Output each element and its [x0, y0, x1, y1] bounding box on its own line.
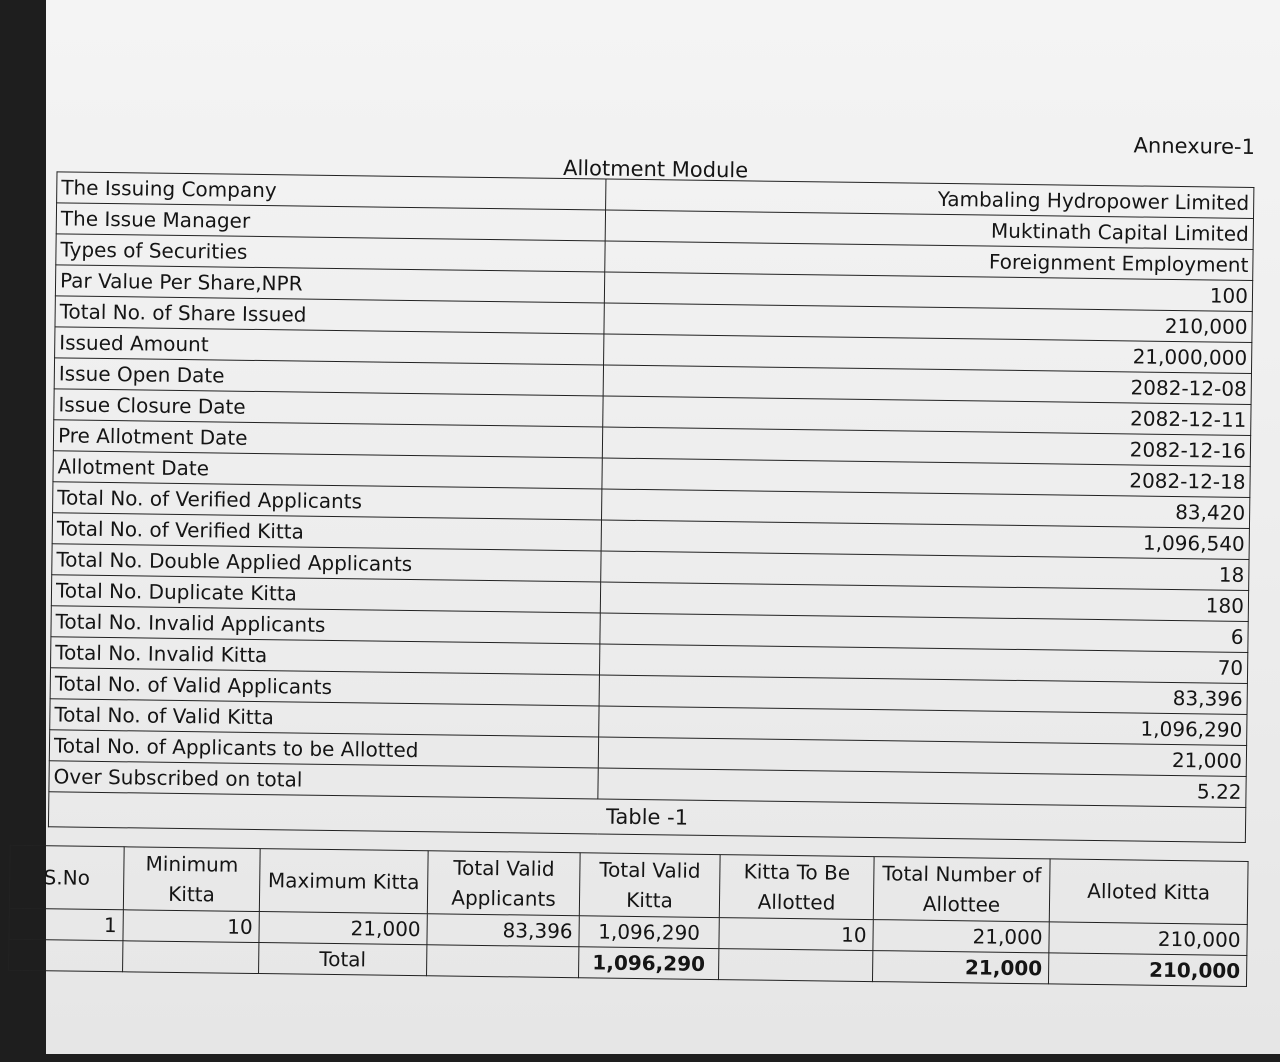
info-value: 2082-12-11 — [603, 396, 1251, 435]
column-header-total-valid-kitta: Total Valid Kitta — [579, 853, 720, 918]
info-value: 83,396 — [599, 675, 1247, 714]
cell-minimum-kitta: 10 — [123, 910, 259, 943]
info-label: Over Subscribed on total — [49, 761, 598, 799]
column-header-maximum-kitta: Maximum Kitta — [259, 849, 428, 914]
info-label: Issue Open Date — [54, 358, 603, 396]
info-label: Total No. of Verified Kitta — [52, 513, 601, 551]
info-value: 2082-12-16 — [602, 427, 1250, 466]
column-header-total-allottee: Total Number of Allottee — [873, 857, 1050, 922]
info-value: Muktinath Capital Limited — [605, 210, 1253, 249]
cell-empty — [718, 949, 872, 982]
cell-total-valid-kitta: 1,096,290 — [579, 916, 719, 949]
column-header-sno: S.No — [9, 845, 124, 909]
info-label: Total No. of Applicants to be Allotted — [49, 730, 598, 768]
cell-empty — [9, 939, 123, 971]
cell-empty — [427, 945, 579, 978]
total-label: Total — [259, 943, 427, 976]
info-value: 21,000,000 — [604, 334, 1252, 373]
total-allottee: 21,000 — [872, 951, 1048, 984]
info-value: 100 — [604, 272, 1252, 311]
info-value: 2082-12-18 — [602, 458, 1250, 497]
info-value: Yambaling Hydropower Limited — [606, 179, 1254, 218]
info-label: Total No. of Share Issued — [55, 296, 604, 334]
info-value: 83,420 — [601, 489, 1249, 528]
info-label: Total No. Duplicate Kitta — [51, 575, 600, 613]
column-header-kitta-to-be-allotted: Kitta To Be Allotted — [719, 855, 874, 920]
info-value: 180 — [600, 582, 1248, 621]
info-label: Total No. Invalid Kitta — [51, 637, 600, 675]
info-label: The Issue Manager — [56, 203, 605, 241]
info-label: Total No. of Valid Kitta — [50, 699, 599, 737]
info-value: 6 — [600, 613, 1248, 652]
allotment-table — [8, 845, 1249, 987]
info-label: Total No. Double Applied Applicants — [52, 544, 601, 582]
issue-info-table — [48, 171, 1254, 843]
info-value: 1,096,290 — [599, 706, 1247, 745]
column-header-total-valid-applicants: Total Valid Applicants — [427, 851, 580, 916]
cell-maximum-kitta: 21,000 — [259, 912, 427, 945]
info-label: Issued Amount — [55, 327, 604, 365]
info-label: Par Value Per Share,NPR — [55, 265, 604, 303]
info-label: Total No. of Valid Applicants — [50, 668, 599, 706]
column-header-minimum-kitta: Minimum Kitta — [123, 847, 260, 912]
info-label: Total No. Invalid Applicants — [51, 606, 600, 644]
table-caption: Table -1 — [48, 792, 1245, 843]
column-header-alloted-kitta: Alloted Kitta — [1049, 859, 1248, 925]
info-label: The Issuing Company — [57, 172, 606, 210]
info-value: 5.22 — [598, 768, 1246, 807]
total-valid-kitta: 1,096,290 — [579, 947, 719, 980]
info-value: Foreignment Employment — [605, 241, 1253, 280]
cell-empty — [123, 941, 259, 974]
cell-total-valid-applicants: 83,396 — [427, 914, 579, 947]
cell-alloted-kitta: 210,000 — [1049, 922, 1247, 956]
cell-kitta-to-be-allotted: 10 — [719, 918, 873, 951]
info-value: 2082-12-08 — [603, 365, 1251, 404]
cell-total-allottee: 21,000 — [873, 920, 1049, 953]
info-label: Issue Closure Date — [54, 389, 603, 427]
info-label: Pre Allotment Date — [53, 420, 602, 458]
info-value: 1,096,540 — [601, 520, 1249, 559]
info-value: 210,000 — [604, 303, 1252, 342]
info-label: Types of Securities — [56, 234, 605, 272]
cell-sno: 1 — [9, 908, 123, 940]
info-label: Total No. of Verified Applicants — [53, 482, 602, 520]
info-value: 18 — [601, 551, 1249, 590]
annexure-label: Annexure-1 — [1133, 133, 1256, 160]
info-label: Allotment Date — [53, 451, 602, 489]
total-alloted-kitta: 210,000 — [1048, 953, 1246, 987]
info-value: 70 — [599, 644, 1247, 683]
page-title: Allotment Module — [562, 155, 749, 183]
info-value: 21,000 — [598, 737, 1246, 776]
